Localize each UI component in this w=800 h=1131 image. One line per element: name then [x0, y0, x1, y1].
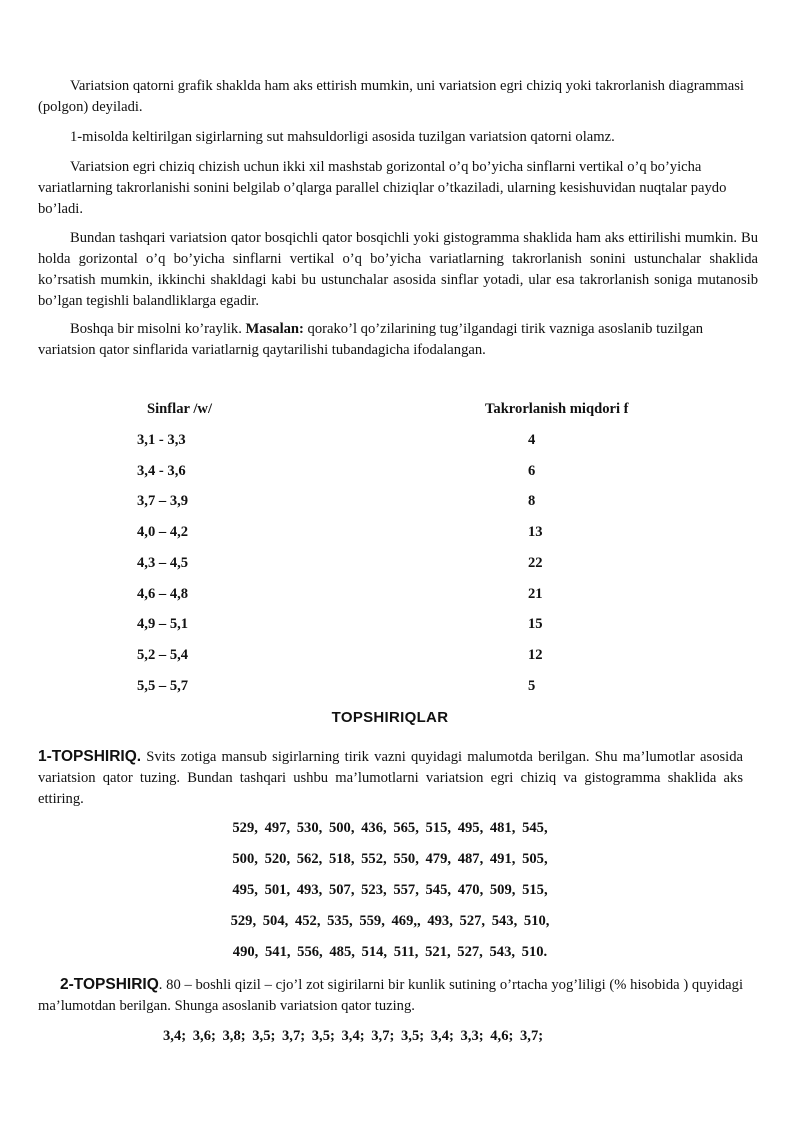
table-row: [0, 432, 800, 452]
frequency-value: 6: [528, 462, 536, 479]
task2-paragraph: [38, 974, 743, 1017]
example-body-text: qorako’l qo’zilarining tug’ilgandagi tirik vazniga asoslanib tuzilgan variatsion qator sinflarida variatlarnig qaytarilishi tubandagicha ifodalangan.: [38, 321, 704, 358]
table-row: [0, 678, 800, 698]
data-line: 529, 497, 530, 500, 436, 565, 515, 495, 481, 545,: [232, 820, 548, 836]
table-header: [0, 401, 800, 421]
data-line: 529, 504, 452, 535, 559, 469,, 493, 527, 543, 510,: [230, 913, 550, 929]
class-interval: 4,0 – 4,2: [137, 524, 189, 541]
table-row: [0, 493, 800, 513]
data-line: 490, 541, 556, 485, 514, 511, 521, 527, 543, 510.: [232, 944, 548, 960]
task1-paragraph: [38, 746, 743, 810]
table-row: [0, 555, 800, 575]
task1-text: Svits zotiga mansub sigirlarning tirik vazni quyidagi malumotda berilgan. Shu ma’lumotlar asosida variatsion qator tuzing. Bundan tashqari ushbu ma’lumotlarni variatsion egri chiziq va gistogramma shaklida aks ettiring.: [38, 749, 743, 807]
frequency-value: 21: [528, 585, 543, 602]
class-interval: 3,4 - 3,6: [137, 462, 186, 479]
data-line: 500, 520, 562, 518, 552, 550, 479, 487, 491, 505,: [232, 851, 548, 867]
header-frequency: Takrorlanish miqdori f: [485, 401, 629, 417]
class-interval: 3,1 - 3,3: [137, 432, 186, 448]
paragraph-example-reference: 1-misolda keltirilgan sigirlarning sut mahsuldorligi asosida tuzilgan variatsion qatorni olamz.: [70, 129, 615, 145]
frequency-value: 22: [528, 554, 543, 571]
class-interval: 4,3 – 4,5: [137, 554, 189, 571]
frequency-value: 4: [528, 432, 536, 448]
table-row: [0, 616, 800, 636]
frequency-value: 15: [528, 616, 543, 633]
table-row: [0, 647, 800, 667]
frequency-value: 8: [528, 493, 536, 510]
table-row: [0, 586, 800, 606]
task2-label: 2-TOPSHIRIQ: [60, 976, 159, 993]
header-classes: Sinflar /w/: [147, 401, 213, 417]
paragraph-another-example: [38, 319, 758, 361]
paragraph-histogram: Bundan tashqari variatsion qator bosqichli qator bosqichli yoki gistogramma shaklida ham aks ettirilishi mumkin. Bu holda gorizontal o’q bo’yicha sinflarni vertikal o’q bo’yicha variatlarning takrorlanish sonini ustunchalar shaklida ko’rsatish mumkin, ikkinchi shakldagi kabi bu ustunchalar asosida sinflar yotadi, ular esa takrorlanish soniga mutanosib bo’lgan tegishli balandliklarga egadir.: [38, 230, 758, 309]
paragraph-graphic-form: Variatsion qatorni grafik shaklda ham aks ettirish mumkin, uni variatsion egri chiziq yoki takrorlanish diagrammasi (polgon) deyiladi.: [38, 78, 744, 115]
table-row: [0, 524, 800, 544]
section-title: TOPSHIRIQLAR: [331, 709, 449, 726]
paragraph-variation-curve: Variatsion egri chiziq chizish uchun ikki xil mashstab gorizontal o’q bo’yicha sinflarni vertikal o’q bo’yicha variatlarning takrorlanishi sonini belgilab o’qlarga parallel chiziqlar o’tkaziladi, ularning kesishuvidan nuqtalar paydo bo’ladi.: [38, 159, 727, 217]
task1-label: 1-TOPSHIRIQ.: [38, 748, 142, 765]
class-interval: 5,2 – 5,4: [137, 646, 189, 663]
class-interval: 4,9 – 5,1: [137, 616, 189, 633]
class-interval: 4,6 – 4,8: [137, 585, 189, 602]
task2-text: . 80 – boshli qizil – cjo’l zot sigirilarni bir kunlik sutining o’rtacha yog’liligi (% hisobida ) quyidagi ma’lumotdan berilgan. Shunga asoslanib variatsion qator tuzing.: [38, 977, 743, 1014]
frequency-value: 5: [528, 677, 536, 694]
example-intro-text: Boshqa bir misolni ko’raylik.: [70, 321, 246, 337]
frequency-value: 12: [528, 646, 543, 663]
class-interval: 3,7 – 3,9: [137, 493, 189, 510]
example-label: Masalan:: [245, 321, 304, 337]
task2-data-line: 3,4; 3,6; 3,8; 3,5; 3,7; 3,5; 3,4; 3,7; 3,5; 3,4; 3,3; 4,6; 3,7;: [163, 1028, 544, 1044]
data-line: 495, 501, 493, 507, 523, 557, 545, 470, 509, 515,: [232, 882, 548, 898]
table-row: [0, 463, 800, 483]
class-interval: 5,5 – 5,7: [137, 677, 189, 694]
frequency-value: 13: [528, 524, 543, 541]
